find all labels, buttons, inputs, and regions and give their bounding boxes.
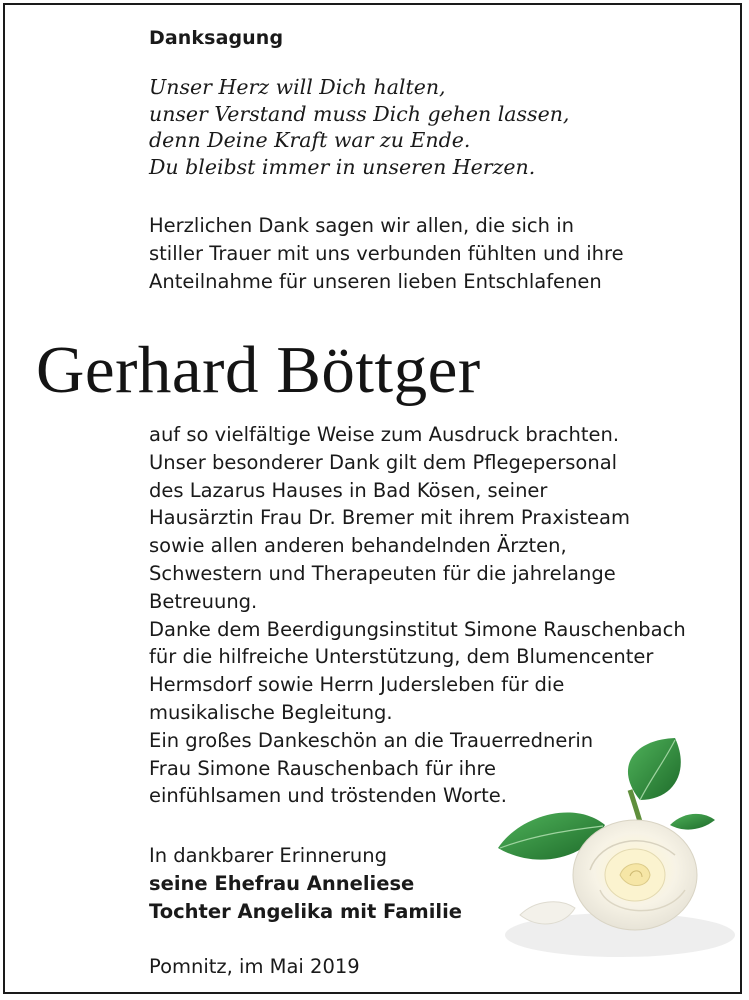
text-line: Betreuung. (149, 589, 258, 613)
text-line: Hausärztin Frau Dr. Bremer mit ihrem Praxisteam (149, 506, 630, 530)
text-line: auf so vielfältige Weise zum Ausdruck brachten. (149, 423, 620, 446)
poem-line: denn Deine Kraft war zu Ende. (149, 128, 471, 152)
notice-heading: Danksagung (149, 27, 284, 49)
text-line: musikalische Begleitung. (149, 700, 393, 724)
poem-line: unser Verstand muss Dich gehen lassen, (149, 101, 570, 126)
signatory-wife: seine Ehefrau Anneliese (149, 872, 415, 895)
text-line: sowie allen anderen behandelnden Ärzten, (149, 534, 567, 558)
text-line: Danke dem Beerdigungsinstitut Simone Rauschenbach (149, 617, 686, 641)
rose-leaf-right (670, 814, 715, 830)
poem-line: Du bleibst immer in unseren Herzen. (149, 154, 536, 179)
signatory-daughter: Tochter Angelika mit Familie (149, 900, 462, 923)
poem (149, 74, 569, 180)
text-line: stiller Trauer mit uns verbunden fühlten und ihre (149, 241, 624, 265)
text-line: einfühlsamen und tröstenden Worte. (149, 784, 507, 808)
closing-line: In dankbarer Erinnerung (149, 844, 387, 867)
text-line: Unser besonderer Dank gilt dem Pflegepersonal (149, 450, 618, 474)
deceased-name: Gerhard Böttger (36, 333, 481, 407)
text-line: Frau Simone Rauschenbach für ihre (149, 756, 497, 780)
text-line: des Lazarus Hauses in Bad Kösen, seiner (149, 478, 548, 502)
poem-line: Unser Herz will Dich halten, (149, 75, 446, 99)
closing-block (149, 842, 462, 926)
text-line: Schwestern und Therapeuten für die jahrelange (149, 561, 616, 585)
text-line: für die hilfreiche Unterstützung, dem Blumencenter (149, 645, 654, 669)
place-date: Pomnitz, im Mai 2019 (149, 955, 360, 978)
text-line: Ein großes Dankeschön an die Trauerrednerin (149, 728, 594, 752)
rose-leaf-top (628, 738, 681, 800)
white-rose-image (480, 730, 740, 970)
text-line: Hermsdorf sowie Herrn Judersleben für die (149, 673, 565, 697)
text-line: Anteilnahme für unseren lieben Entschlafenen (149, 269, 602, 293)
thanks-intro (149, 212, 624, 295)
text-line: Herzlichen Dank sagen wir allen, die sich in (149, 214, 574, 237)
